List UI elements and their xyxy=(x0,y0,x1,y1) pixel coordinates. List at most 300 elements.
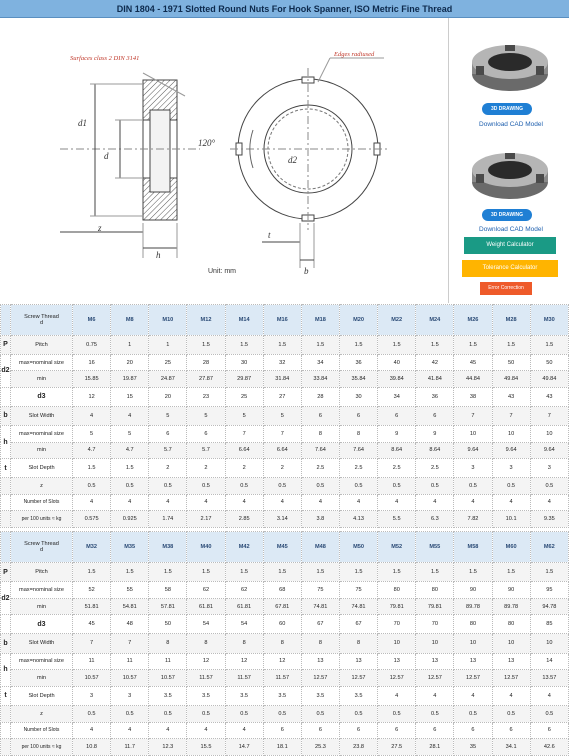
size-header-m20: M20 xyxy=(339,305,377,336)
table-cell: 60 xyxy=(263,615,301,634)
size-header-m32: M32 xyxy=(73,532,111,563)
table-cell: 80 xyxy=(454,615,492,634)
table-cell: 11.57 xyxy=(187,670,225,687)
table-cell: 4 xyxy=(301,494,339,511)
table-cell: 80 xyxy=(416,582,454,599)
symbol-cell: b xyxy=(1,406,11,425)
table-cell: 10.57 xyxy=(111,670,149,687)
table-cell: 34.1 xyxy=(492,739,530,756)
table-cell: 19.87 xyxy=(111,371,149,388)
table-cell: 8 xyxy=(301,425,339,442)
row-label-z: z xyxy=(11,478,73,495)
screw-thread-header xyxy=(11,532,73,563)
table-cell: 1.5 xyxy=(73,562,111,581)
table-row xyxy=(1,406,569,425)
table-cell: 7 xyxy=(111,634,149,653)
table-cell: 1.74 xyxy=(149,511,187,528)
size-header-m6: M6 xyxy=(73,305,111,336)
table-cell: 6.3 xyxy=(416,511,454,528)
table-cell: 0.5 xyxy=(149,478,187,495)
table-cell: 33.84 xyxy=(301,371,339,388)
3d-drawing-button-1[interactable]: 3D DRAWING xyxy=(482,103,532,115)
table-cell: 4 xyxy=(492,686,530,705)
size-header-m26: M26 xyxy=(454,305,492,336)
row-label-min: min xyxy=(11,371,73,388)
symbol-cell: h xyxy=(1,653,11,686)
table-cell: 3.14 xyxy=(263,511,301,528)
table-cell: 90 xyxy=(454,582,492,599)
table-cell: 42.6 xyxy=(530,739,568,756)
table-cell: 0.5 xyxy=(187,705,225,722)
table-cell: 4 xyxy=(111,494,149,511)
table-cell: 0.5 xyxy=(339,478,377,495)
table-cell: 0.5 xyxy=(73,478,111,495)
table-row xyxy=(1,670,569,687)
table-cell: 4.7 xyxy=(111,442,149,459)
table-cell: 1.5 xyxy=(225,562,263,581)
table-cell: 95 xyxy=(530,582,568,599)
table-cell: 3 xyxy=(492,459,530,478)
table-cell: 30 xyxy=(339,387,377,406)
table-cell: 12.57 xyxy=(416,670,454,687)
table-cell: 8 xyxy=(225,634,263,653)
row-label-min: min xyxy=(11,598,73,615)
h-label: h xyxy=(156,250,161,260)
technical-drawing xyxy=(0,18,449,303)
table-row xyxy=(1,335,569,354)
table-cell: 2.5 xyxy=(339,459,377,478)
size-header-m58: M58 xyxy=(454,532,492,563)
size-header-m12: M12 xyxy=(187,305,225,336)
table-row xyxy=(1,459,569,478)
table-cell: 1 xyxy=(149,335,187,354)
table-cell: 75 xyxy=(339,582,377,599)
table-cell: 89.78 xyxy=(454,598,492,615)
table-row xyxy=(1,722,569,739)
table-cell: 11.57 xyxy=(225,670,263,687)
table-cell: 12.57 xyxy=(339,670,377,687)
table-cell: 12.57 xyxy=(378,670,416,687)
b-label: b xyxy=(304,266,309,276)
table-cell: 11.7 xyxy=(111,739,149,756)
table-cell: 3 xyxy=(73,686,111,705)
table-cell: 54 xyxy=(187,615,225,634)
table-cell: 75 xyxy=(301,582,339,599)
table-cell: 34 xyxy=(301,354,339,371)
table-cell: 4 xyxy=(378,686,416,705)
table-cell: 2 xyxy=(187,459,225,478)
table-cell: 0.5 xyxy=(111,705,149,722)
table-cell: 6 xyxy=(454,722,492,739)
table-cell: 1.5 xyxy=(263,562,301,581)
angle-label: 120° xyxy=(198,138,216,148)
table-cell: 32 xyxy=(263,354,301,371)
table-cell: 68 xyxy=(263,582,301,599)
table-cell: 50 xyxy=(530,354,568,371)
table-cell: 25 xyxy=(149,354,187,371)
size-header-m50: M50 xyxy=(339,532,377,563)
row-label-max-nominal: max=nominal size xyxy=(11,653,73,670)
table-cell: 28 xyxy=(301,387,339,406)
table-cell: 4 xyxy=(263,494,301,511)
table-cell: 4 xyxy=(149,722,187,739)
table-cell: 0.5 xyxy=(378,705,416,722)
table-cell: 2 xyxy=(263,459,301,478)
table-row xyxy=(1,371,569,388)
symbol-cell xyxy=(1,494,11,511)
3d-drawing-button-2[interactable]: 3D DRAWING xyxy=(482,209,532,221)
table-cell: 25.3 xyxy=(301,739,339,756)
table-cell: 4 xyxy=(416,686,454,705)
table-cell: 1.5 xyxy=(301,562,339,581)
table-cell: 79.81 xyxy=(378,598,416,615)
table-cell: 8.64 xyxy=(416,442,454,459)
table-cell: 7.82 xyxy=(454,511,492,528)
page-title: DIN 1804 - 1971 Slotted Round Nuts For Hook Spanner, ISO Metric Fine Thread xyxy=(0,0,569,18)
table-cell: 4 xyxy=(454,494,492,511)
table-cell: 0.5 xyxy=(301,705,339,722)
table-row xyxy=(1,582,569,599)
size-header-m10: M10 xyxy=(149,305,187,336)
symbol-cell xyxy=(1,511,11,528)
table-cell: 80 xyxy=(492,615,530,634)
table-cell: 12.3 xyxy=(149,739,187,756)
symbol-cell xyxy=(1,305,11,336)
table-cell: 8.64 xyxy=(378,442,416,459)
table-cell: 10 xyxy=(530,634,568,653)
table-cell: 6 xyxy=(416,406,454,425)
table-cell: 41.84 xyxy=(416,371,454,388)
table-cell: 45 xyxy=(73,615,111,634)
symbol-cell: b xyxy=(1,634,11,653)
table-cell: 5.7 xyxy=(149,442,187,459)
table-row xyxy=(1,478,569,495)
table-cell: 2 xyxy=(149,459,187,478)
table-cell: 3.5 xyxy=(149,686,187,705)
size-header-m8: M8 xyxy=(111,305,149,336)
table-cell: 5 xyxy=(187,406,225,425)
table-cell: 24.87 xyxy=(149,371,187,388)
table-cell: 67 xyxy=(339,615,377,634)
table-cell: 4 xyxy=(73,406,111,425)
table-cell: 90 xyxy=(492,582,530,599)
table-cell: 70 xyxy=(378,615,416,634)
table-cell: 13 xyxy=(454,653,492,670)
table-cell: 1.5 xyxy=(187,562,225,581)
table-cell: 1.5 xyxy=(301,335,339,354)
size-header-m52: M52 xyxy=(378,532,416,563)
table-cell: 10 xyxy=(454,425,492,442)
error-correction-button[interactable]: Error Correction xyxy=(480,282,532,295)
table-cell: 8 xyxy=(339,634,377,653)
table-cell: 20 xyxy=(149,387,187,406)
table-cell: 35 xyxy=(454,739,492,756)
tolerance-calculator-button[interactable]: Tolerance Calculator xyxy=(462,260,558,277)
row-label-slot-depth: Slot Depth xyxy=(11,686,73,705)
table-cell: 6 xyxy=(378,722,416,739)
table-cell: 8 xyxy=(301,634,339,653)
table-cell: 36 xyxy=(339,354,377,371)
table-row xyxy=(1,494,569,511)
symbol-cell: P xyxy=(1,562,11,581)
table-cell: 12 xyxy=(263,653,301,670)
table-cell: 15.5 xyxy=(187,739,225,756)
table-cell: 1.5 xyxy=(454,562,492,581)
front-view xyxy=(230,58,390,268)
size-header-m42: M42 xyxy=(225,532,263,563)
nut-drawing-svg xyxy=(0,18,449,303)
table-cell: 67 xyxy=(301,615,339,634)
d2-label: d2 xyxy=(288,155,297,165)
table-cell: 0.5 xyxy=(492,478,530,495)
table-cell: 12 xyxy=(73,387,111,406)
size-header-m45: M45 xyxy=(263,532,301,563)
table-cell: 6 xyxy=(149,425,187,442)
table-cell: 12 xyxy=(225,653,263,670)
table-row xyxy=(1,739,569,756)
table-cell: 1.5 xyxy=(339,335,377,354)
row-label-min: min xyxy=(11,670,73,687)
table-cell: 62 xyxy=(187,582,225,599)
table-cell: 2.5 xyxy=(378,459,416,478)
t-label: t xyxy=(268,230,271,240)
table-cell: 4 xyxy=(187,494,225,511)
table-cell: 6 xyxy=(492,722,530,739)
table-cell: 28 xyxy=(187,354,225,371)
table-cell: 1.5 xyxy=(187,335,225,354)
table-cell: 39.84 xyxy=(378,371,416,388)
table-cell: 7 xyxy=(263,425,301,442)
table-cell: 1.5 xyxy=(416,335,454,354)
table-cell: 35.84 xyxy=(339,371,377,388)
table-cell: 6 xyxy=(301,406,339,425)
table-cell: 0.5 xyxy=(530,478,568,495)
table-cell: 2.5 xyxy=(416,459,454,478)
table-cell: 27 xyxy=(263,387,301,406)
table-cell: 5.7 xyxy=(187,442,225,459)
table-row xyxy=(1,634,569,653)
symbol-cell: d2 xyxy=(1,354,11,387)
size-header-m14: M14 xyxy=(225,305,263,336)
nut-3d-image-2 xyxy=(468,142,552,204)
table-cell: 0.5 xyxy=(225,478,263,495)
unit-label: Unit: mm xyxy=(208,268,236,275)
symbol-cell: P xyxy=(1,335,11,354)
row-label-d3: d3 xyxy=(11,615,73,634)
table-row xyxy=(1,442,569,459)
dimension-table-1 xyxy=(0,304,569,528)
row-label-slot-width: Slot Width xyxy=(11,634,73,653)
table-cell: 0.5 xyxy=(416,478,454,495)
table-cell: 4 xyxy=(111,406,149,425)
table-cell: 16 xyxy=(73,354,111,371)
table-cell: 36 xyxy=(416,387,454,406)
table-cell: 9.35 xyxy=(530,511,568,528)
table-cell: 5 xyxy=(225,406,263,425)
size-header-m22: M22 xyxy=(378,305,416,336)
table-cell: 12 xyxy=(187,653,225,670)
size-header-m35: M35 xyxy=(111,532,149,563)
table-cell: 11 xyxy=(149,653,187,670)
table-cell: 6 xyxy=(263,722,301,739)
table-cell: 3.5 xyxy=(301,686,339,705)
table-cell: 42 xyxy=(416,354,454,371)
row-label-slot-width: Slot Width xyxy=(11,406,73,425)
table-cell: 7 xyxy=(73,634,111,653)
table-row xyxy=(1,705,569,722)
table-cell: 4 xyxy=(73,722,111,739)
table-cell: 23 xyxy=(187,387,225,406)
table-cell: 1.5 xyxy=(492,562,530,581)
symbol-cell: h xyxy=(1,425,11,458)
table-cell: 3.5 xyxy=(263,686,301,705)
table-cell: 12.57 xyxy=(301,670,339,687)
table-cell: 9 xyxy=(378,425,416,442)
table-cell: 6 xyxy=(339,406,377,425)
table-cell: 48 xyxy=(111,615,149,634)
table-cell: 45 xyxy=(454,354,492,371)
table-cell: 0.925 xyxy=(111,511,149,528)
table-cell: 13.57 xyxy=(530,670,568,687)
table-cell: 2.85 xyxy=(225,511,263,528)
table-cell: 4.13 xyxy=(339,511,377,528)
table-cell: 5.5 xyxy=(378,511,416,528)
table-cell: 1.5 xyxy=(149,562,187,581)
table-cell: 0.5 xyxy=(263,705,301,722)
table-cell: 70 xyxy=(416,615,454,634)
table-cell: 8 xyxy=(339,425,377,442)
table-cell: 40 xyxy=(378,354,416,371)
download-cad-link-1[interactable]: Download CAD Model xyxy=(479,121,543,128)
table-cell: 29.87 xyxy=(225,371,263,388)
table-cell: 0.5 xyxy=(187,478,225,495)
symbol-cell: t xyxy=(1,459,11,478)
table-cell: 3.5 xyxy=(339,686,377,705)
table-row xyxy=(1,653,569,670)
row-label-weight: per 100 units ≈ kg xyxy=(11,739,73,756)
table-cell: 3.5 xyxy=(187,686,225,705)
table-cell: 31.84 xyxy=(263,371,301,388)
table-cell: 54.81 xyxy=(111,598,149,615)
table-cell: 49.84 xyxy=(530,371,568,388)
table-cell: 54 xyxy=(225,615,263,634)
table-cell: 57.81 xyxy=(149,598,187,615)
table-cell: 9.64 xyxy=(454,442,492,459)
row-label-pitch: Pitch xyxy=(11,335,73,354)
table-row xyxy=(1,615,569,634)
table-cell: 7 xyxy=(492,406,530,425)
size-header-m62: M62 xyxy=(530,532,568,563)
table-cell: 9 xyxy=(416,425,454,442)
table-cell: 8 xyxy=(187,634,225,653)
table-cell: 74.81 xyxy=(301,598,339,615)
table-cell: 43 xyxy=(492,387,530,406)
table-cell: 8 xyxy=(149,634,187,653)
symbol-cell xyxy=(1,739,11,756)
table-cell: 80 xyxy=(378,582,416,599)
table-cell: 4 xyxy=(416,494,454,511)
table-cell: 9.64 xyxy=(530,442,568,459)
row-label-number-of-slots: Number of Slots xyxy=(11,722,73,739)
symbol-cell xyxy=(1,722,11,739)
table-cell: 12.57 xyxy=(454,670,492,687)
weight-calculator-button[interactable]: Weight Calculator xyxy=(464,237,556,254)
table-cell: 15.85 xyxy=(73,371,111,388)
table-cell: 11 xyxy=(73,653,111,670)
symbol-cell xyxy=(1,387,11,406)
screw-thread-symbol: d xyxy=(39,546,44,553)
table-cell: 0.5 xyxy=(530,705,568,722)
table-cell: 5 xyxy=(73,425,111,442)
table-cell: 2.17 xyxy=(187,511,225,528)
size-header-m16: M16 xyxy=(263,305,301,336)
table-cell: 50 xyxy=(149,615,187,634)
z-label: z xyxy=(98,223,102,233)
table-cell: 23.8 xyxy=(339,739,377,756)
table-row xyxy=(1,305,569,336)
size-header-m18: M18 xyxy=(301,305,339,336)
table-cell: 55 xyxy=(111,582,149,599)
d1-label: d1 xyxy=(78,118,87,128)
table-cell: 85 xyxy=(530,615,568,634)
table-cell: 58 xyxy=(149,582,187,599)
table-cell: 3.8 xyxy=(301,511,339,528)
table-cell: 1.5 xyxy=(378,335,416,354)
table-cell: 0.75 xyxy=(73,335,111,354)
table-cell: 0.5 xyxy=(263,478,301,495)
table-cell: 89.78 xyxy=(492,598,530,615)
download-cad-link-2[interactable]: Download CAD Model xyxy=(479,226,543,233)
table-cell: 6 xyxy=(378,406,416,425)
table-cell: 38 xyxy=(454,387,492,406)
table-cell: 10.8 xyxy=(73,739,111,756)
table-cell: 94.78 xyxy=(530,598,568,615)
table-cell: 4 xyxy=(492,494,530,511)
side-view xyxy=(60,73,200,258)
table-cell: 3.5 xyxy=(225,686,263,705)
table-cell: 3 xyxy=(111,686,149,705)
table-cell: 61.81 xyxy=(187,598,225,615)
table-cell: 5 xyxy=(149,406,187,425)
table-row xyxy=(1,532,569,563)
table-cell: 67.81 xyxy=(263,598,301,615)
table-cell: 13 xyxy=(301,653,339,670)
table-cell: 6 xyxy=(187,425,225,442)
row-label-max-nominal: max=nominal size xyxy=(11,354,73,371)
table-cell: 14.7 xyxy=(225,739,263,756)
table-cell: 4 xyxy=(111,722,149,739)
table-cell: 10 xyxy=(416,634,454,653)
symbol-cell xyxy=(1,615,11,634)
table-cell: 4 xyxy=(530,686,568,705)
symbol-cell xyxy=(1,532,11,563)
table-cell: 62 xyxy=(225,582,263,599)
table-cell: 10 xyxy=(530,425,568,442)
size-header-m24: M24 xyxy=(416,305,454,336)
table-cell: 44.84 xyxy=(454,371,492,388)
table-cell: 0.5 xyxy=(378,478,416,495)
table-cell: 12.57 xyxy=(492,670,530,687)
table-cell: 34 xyxy=(378,387,416,406)
table-cell: 11.57 xyxy=(263,670,301,687)
table-cell: 0.5 xyxy=(149,705,187,722)
table-cell: 6 xyxy=(339,722,377,739)
table-cell: 0.5 xyxy=(111,478,149,495)
nut-3d-image-1 xyxy=(468,36,552,96)
table-cell: 1.5 xyxy=(111,459,149,478)
size-header-m30: M30 xyxy=(530,305,568,336)
table-cell: 13 xyxy=(416,653,454,670)
